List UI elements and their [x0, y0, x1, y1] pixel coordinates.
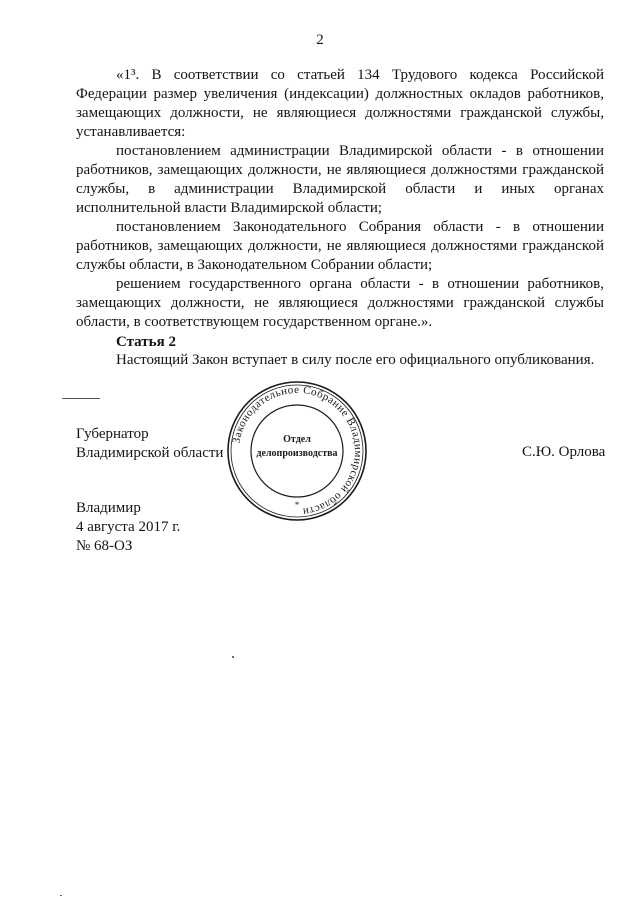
signature-name: С.Ю. Орлова	[522, 444, 606, 460]
official-stamp	[226, 380, 368, 522]
paragraph-4: решением государственного органа области - в отношении работников, замещающих должности, не являющиеся должностями гражданской службы области, в соответствующем государственном органе.».	[76, 276, 604, 330]
scan-speck	[232, 656, 234, 658]
article-text: Настоящий Закон вступает в силу после его официального опубликования.	[116, 352, 595, 368]
city: Владимир	[76, 500, 141, 516]
stamp-star-icon: *	[294, 500, 300, 510]
law-number: № 68-ОЗ	[76, 538, 133, 554]
divider-dash	[62, 398, 100, 399]
signature-title-line-1: Губернатор	[76, 426, 149, 442]
place-and-date	[76, 499, 180, 556]
law-amendment-text	[76, 66, 604, 332]
signature-title-line-2: Владимирской области	[76, 445, 224, 461]
paragraph-3: постановлением Законодательного Собрания области - в отношении работников, замещающих должности, не являющиеся должностями гражданской службы области, в Законодательном Собрании области;	[76, 219, 604, 273]
date: 4 августа 2017 г.	[76, 519, 181, 535]
stamp-center-line-2: делопроизводства	[256, 448, 338, 459]
stamp-center-line-1: Отдел	[283, 434, 311, 445]
paragraph-1: «1³. В соответствии со статьей 134 Трудового кодекса Российской Федерации размер увеличения (индексации) должностных окладов работников, замещающих должности, не являющиеся должностями гражданской службы, устанавливается:	[76, 67, 604, 140]
scan-speck	[60, 895, 62, 896]
stamp-outer-text: Законодательное Собрание Владимирской области	[230, 383, 365, 518]
article-heading: Статья 2	[116, 334, 176, 350]
page-number: 2	[316, 32, 324, 48]
signature-title	[76, 425, 223, 463]
paragraph-2: постановлением администрации Владимирской области - в отношении работников, замещающих должности, не являющиеся должностями гражданской службы, в администрации Владимирской области и иных органах исполнительной власти Владимирской области;	[76, 143, 604, 216]
